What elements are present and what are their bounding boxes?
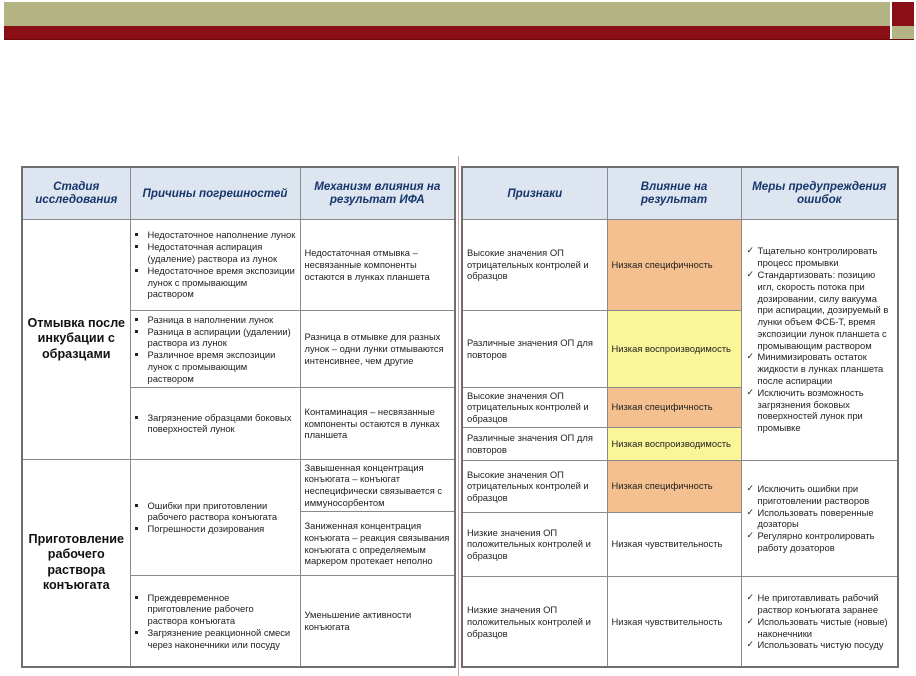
prevention-cell [741,576,898,667]
table-row [462,460,898,512]
sign-cell: Высокие значения ОП отрицательных контролей и образцов [462,219,607,310]
col-header-causes: Причины погрешностей [130,167,300,219]
list-item: ▪ Различное время экспозиции лунок с промывающим раствором [148,349,296,384]
list-item: ▪ Ошибки при приготовлении рабочего раствора конъюгата [148,500,296,524]
causes-cell [130,388,300,459]
sign-cell: Различные значения ОП для повторов [462,310,607,387]
mechanism-cell: Заниженная концентрация конъюгата – реакция связывания конъюгата с определяемым маркером протекает неполно [300,511,455,575]
list-item: ✓ Исключить ошибки при приготовлении растворов [758,483,894,507]
impact-cell: Низкая чувствительность [607,512,741,576]
list-item: ✓ Не приготавливать рабочий раствор конъюгата заранее [758,592,894,616]
col-header-signs: Признаки [462,167,607,219]
list-item: ▪ Преждевременное приготовление рабочего раствора конъюгата [148,592,296,627]
stage-conjugate: Приготовление рабочего раствора конъюгата [22,459,130,667]
sign-cell: Низкие значения ОП положительных контролей и образцов [462,512,607,576]
vertical-divider [458,156,459,676]
header-band-olive [4,2,890,26]
table-causes [21,166,456,668]
list-item: ✓ Минимизировать остаток жидкости в лунках планшета после аспирации [758,351,894,386]
list-item: ✓ Использовать чистую посуду [758,639,894,651]
list-item: ✓ Исключить возможность загрязнения боковых поверхностей лунок при промывке [758,387,894,434]
table-row [462,219,898,310]
mechanism-cell: Контаминация – несвязанные компоненты остаются в лунках планшета [300,388,455,459]
impact-cell: Низкая чувствительность [607,576,741,667]
sign-cell: Различные значения ОП для повторов [462,427,607,460]
impact-cell: Низкая воспроизводимость [607,427,741,460]
col-header-mechanism: Механизм влияния на результат ИФА [300,167,455,219]
list-item: ▪ Погрешности дозирования [148,523,296,535]
col-header-prevention: Меры предупреждения ошибок [741,167,898,219]
mechanism-cell: Завышенная концентрация конъюгата – конъюгат неспецифически связывается с иммуносорбентом [300,459,455,511]
list-item: ▪ Недостаточное время экспозиции лунок с промывающим раствором [148,265,296,300]
impact-cell: Низкая специфичность [607,460,741,512]
stage-washing: Отмывка после инкубации с образцами [22,219,130,459]
list-item: ▪ Загрязнение реакционной смеси через наконечники или посуду [148,627,296,651]
list-item: ▪ Недостаточная аспирация (удаление) раствора из лунок [148,241,296,265]
list-item: ▪ Загрязнение образцами боковых поверхностей лунок [148,412,296,436]
col-header-impact: Влияние на результат [607,167,741,219]
causes-cell [130,311,300,388]
causes-cell [130,459,300,576]
impact-cell: Низкая специфичность [607,219,741,310]
header-corner-square-lower [892,26,914,39]
table-row [22,219,455,310]
prevention-cell [741,460,898,576]
sign-cell: Высокие значения ОП отрицательных контролей и образцов [462,460,607,512]
mechanism-cell: Уменьшение активности конъюгата [300,576,455,667]
mechanism-cell: Разница в отмывке для разных лунок – одни лунки отмываются интенсивнее, чем другие [300,311,455,388]
list-item: ✓ Стандартизовать: позицию игл, скорость потока при дозировании, силу вакуума при аспирации, дозируемый в лунки объем ФСБ-Т, время экспозиции лунок планшета с промывающим раствором [758,269,894,352]
list-item: ▪ Разница в аспирации (удалении) раствора из лунок [148,326,296,350]
sign-cell: Низкие значения ОП положительных контролей и образцов [462,576,607,667]
list-item: ✓ Тщательно контролировать процесс промывки [758,245,894,269]
impact-cell: Низкая специфичность [607,387,741,427]
causes-cell [130,219,300,310]
list-item: ✓ Регулярно контролировать работу дозаторов [758,530,894,554]
sign-cell: Высокие значения ОП отрицательных контролей и образцов [462,387,607,427]
header-corner-square [892,2,914,26]
impact-cell: Низкая воспроизводимость [607,310,741,387]
table-row [22,459,455,511]
prevention-cell [741,219,898,460]
list-item: ✓ Использовать чистые (новые) наконечники [758,616,894,640]
table-signs [461,166,899,668]
header-underline [4,39,914,40]
mechanism-cell: Недостаточная отмывка – несвязанные компоненты остаются в лунках планшета [300,219,455,310]
table-row [462,576,898,667]
list-item: ✓ Использовать поверенные дозаторы [758,507,894,531]
header-band-maroon [4,26,890,39]
col-header-stage: Стадия исследования [22,167,130,219]
list-item: ▪ Недостаточное наполнение лунок [148,229,296,241]
list-item: ▪ Разница в наполнении лунок [148,314,296,326]
causes-cell [130,576,300,667]
